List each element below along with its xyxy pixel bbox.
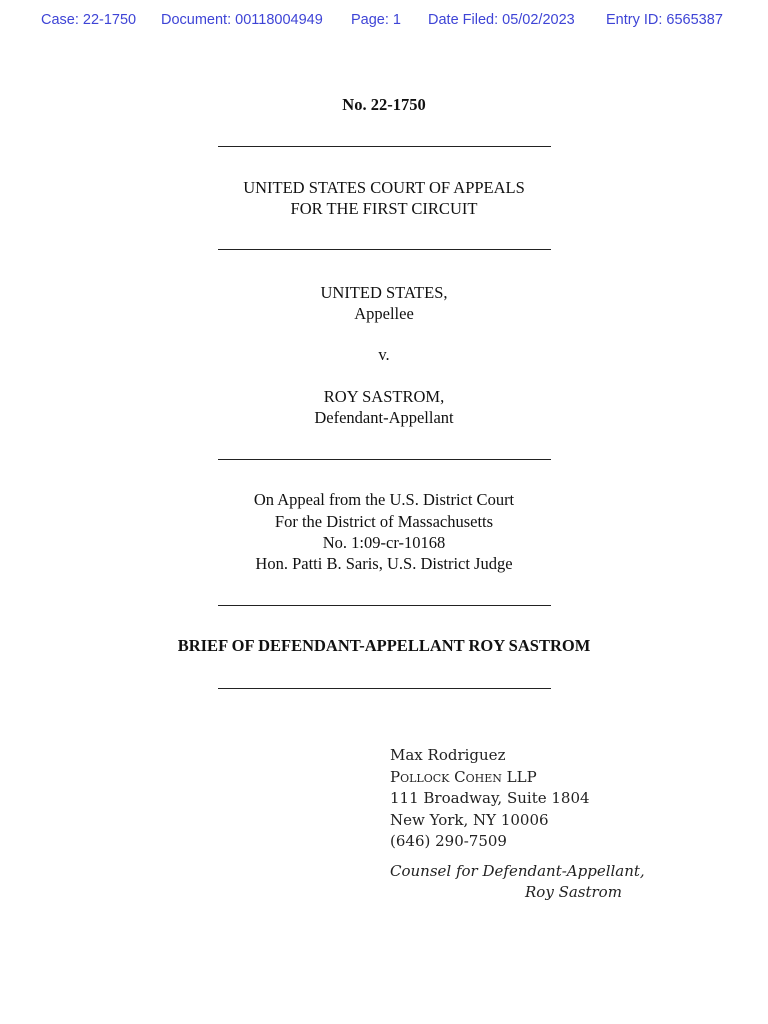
appellant-name: ROY SASTROM, (323, 387, 445, 406)
counsel-for-line1: Counsel for Defendant-Appellant, (390, 861, 645, 880)
entry-id: Entry ID: 6565387 (606, 12, 723, 28)
appellee-name: UNITED STATES, (320, 283, 448, 302)
counsel-name: Max Rodriguez (390, 746, 506, 764)
document-number: Document: 00118004949 (161, 12, 323, 28)
appeal-origin-line2: For the District of Massachusetts (274, 512, 494, 531)
court-name-line2: FOR THE FIRST CIRCUIT (290, 199, 478, 218)
divider (218, 146, 551, 147)
divider (218, 605, 551, 606)
signature-block (390, 745, 645, 904)
brief-title: BRIEF OF DEFENDANT-APPELLANT ROY SASTROM (177, 636, 591, 655)
appellee-role: Appellee (354, 304, 414, 323)
city-state-zip: New York, NY 10006 (390, 810, 549, 829)
court-name-line1: UNITED STATES COURT OF APPEALS (243, 178, 525, 197)
divider (218, 249, 551, 250)
page-number: Page: 1 (351, 12, 401, 28)
counsel-for-line2: Roy Sastrom (525, 883, 622, 901)
date-filed: Date Filed: 05/02/2023 (428, 12, 575, 28)
district-case-number: No. 1:09-cr-10168 (322, 533, 446, 552)
divider (218, 459, 551, 460)
phone-number: (646) 290-7509 (390, 832, 507, 850)
appeal-origin-line1: On Appeal from the U.S. District Court (253, 490, 515, 509)
divider (218, 688, 551, 689)
law-firm: Pollock Cohen LLP (390, 767, 537, 786)
district-judge: Hon. Patti B. Saris, U.S. District Judge (255, 554, 513, 573)
appellant-role: Defendant-Appellant (314, 408, 454, 427)
case-number: Case: 22-1750 (41, 12, 137, 28)
versus: v. (378, 345, 390, 364)
docket-number: No. 22-1750 (342, 95, 426, 114)
street-address: 111 Broadway, Suite 1804 (390, 789, 590, 807)
